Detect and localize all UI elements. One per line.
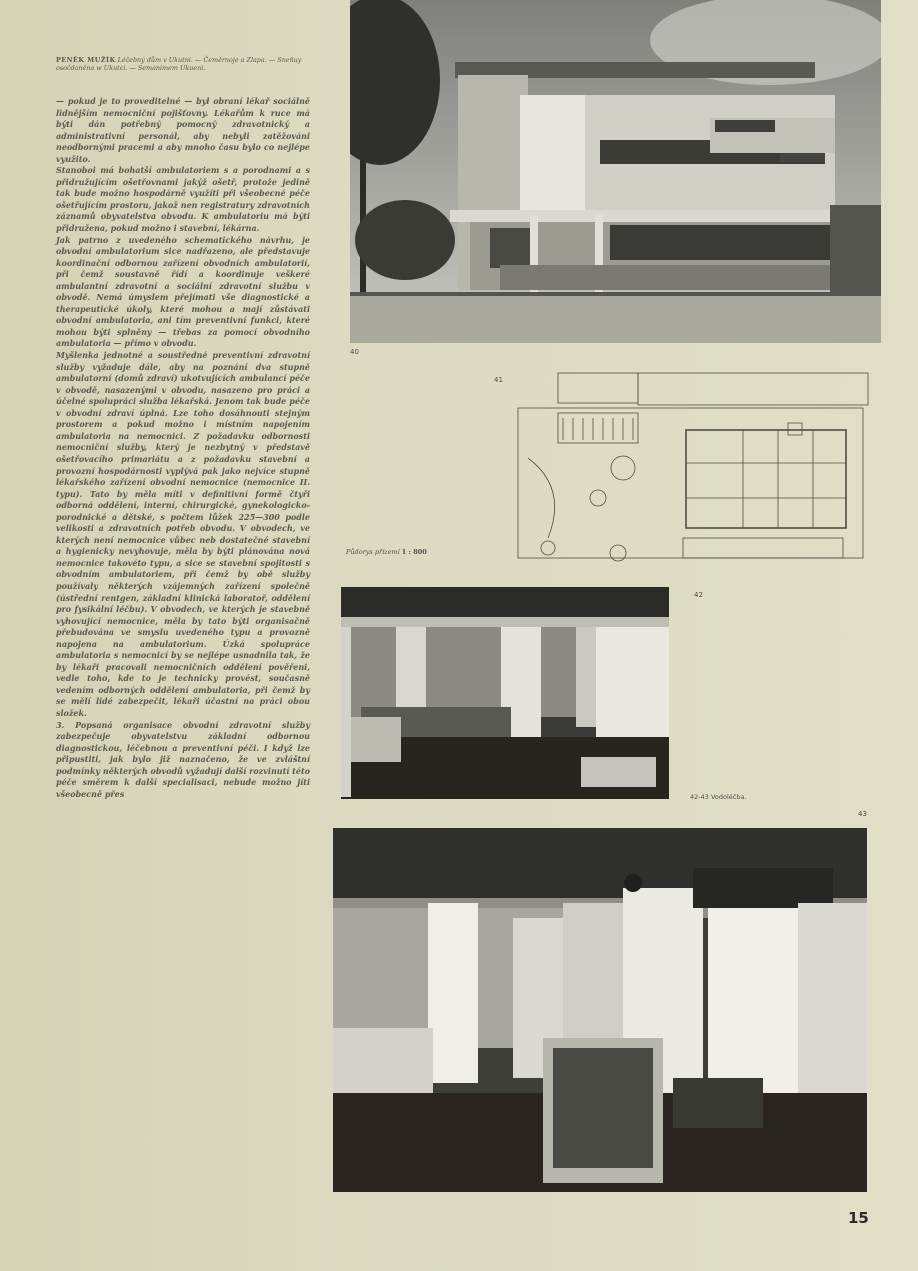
building-exterior-photo <box>350 0 881 343</box>
caption-text: Léčebný dům v Ukutni. — Čeměrnoje a Zlapa. — Sneňuy osočdaněna w Ukutci. — Semanimem Ukueni. <box>56 56 302 72</box>
figure-40-label: 40 <box>350 348 359 356</box>
body-paragraph: Myšlenka jednotné a soustředné preventivní zdravotní služby vyžaduje dále, aby na poznání dva stupně ambulatorní (domů zdraví) ukotvujících ambulancí péče v obvodě, nasazenými v obvodu, nasazeno pro práci a účelné spolupráci služba lékařská. Jenom tak bude péče v obvodní zdraví úplná. Lze toho dosáhnouti stejným prostorem a pokud možno i místním napojením ambulatoria na nemocnici. Z požadavku odbornosti nemocniční služby, který je nezbytný v představě ošetřovacího primariátu a z požadavku stavební a provozní hospodárnosti vyplývá pak jako nejvíce stupně lékařského zařízení obvodní nemocnice (nemocnice II. typu). Tato by měla míti v definitivní formě čtyři odborná oddělení, interní, chirurgické, gynekologicko-porodnické a dětské, s počtem lůžek 225—300 podle velikosti a zdravotních potřeb obvodu. V obvodech, ve kterých není nemocnice vůbec neb dostatečné stavební a hygienicky nevyhovuje, měla by býti plánována nová nemocnice takovéto typu, a sice se stavební spojitosti s obvodním ambulatoriem, při čemž by obě služby používaly některých vzájemných zařízení společně (ústřední rentgen, základní klinická laboratoř, oddělení pro fysikální léčbu). V obvodech, ve kterých je stavebně vyhovující nemocnice, měla by tato býti organisačně přebudována ve smyslu uvedeného typu a provozně napojena na ambulatorium. Úzká spolupráce ambulatoria s nemocnicí by se nejlépe usnadnila tak, že by lékaři pracovali nemocničních oddělení pověřeni, vedle toho, kde to je technicky provést, současně vedením odborných oddělení ambulatoria, při čemž by se mělí lidé zabezpečit, lékaři účastní na práci obou složek. <box>56 350 310 718</box>
figure-42-label: 42 <box>694 591 703 599</box>
article-body <box>56 96 310 800</box>
body-paragraph: — pokud je to proveditelné — byl obraní lékař sociálně lidnějším nemocniční pojišťovny. Lékařům k ruce má býti dán potřebný pomocný zdravotnický a administrativní personál, aby nebyli zatěžováni neodbornými pracemi a aby mnoho času bylo co nejlépe využito. <box>56 96 310 164</box>
floor-plan-drawing <box>508 368 878 564</box>
body-paragraph: Jak patrno z uvedeného schematického návrhu, je obvodní ambulatorium sice nadřazeno, ale představuje koordinační odbornou zařízení obvodních ambulatorií, při čemž soustavně řídí a koordinuje veškeré ambulantní zdravotní a sociální zdravotní službu v obvodě. Nemá úmyslem přejímati vše diagnostické a therapeutické úkoly, které mohou a mají zůstávati obvodní ambulatoria, ani tím preventivní funkci, které mohou býti splněny — třebas za pomocí obvodního ambulatoria — přímo v obvodu. <box>56 234 310 349</box>
hydrotherapy-caption: 42-43 Vodoléčba. <box>690 793 747 801</box>
header-caption <box>56 56 318 72</box>
body-paragraph: Stanoboi má bohatší ambulatoriem s a porodnami a s přidružujícím ošetřovnami jakýž ošetř, protože jedině tak bude možno hospodárně využíti při všeobecné péče ošetřujícím prostoru, jakož nen registratury zdravotních záznamů obyvatelstva obvodu. K ambulatoriu má býti přidružena, pokud možno i stavební, lékárna. <box>56 165 310 234</box>
hydrotherapy-room-photo-2 <box>333 828 867 1192</box>
figure-41-label: 41 <box>494 376 503 384</box>
plan-caption-text: Půdorys přízemí <box>346 548 400 556</box>
figure-43-label: 43 <box>858 810 867 818</box>
body-paragraph: 3. Popsaná organisace obvodní zdravotní služby zabezpečuje obyvatelstvu základní odbornou diagnostickou, léčebnou a preventivní péči. I když lze připustiti, jak bylo již naznačeno, že ve zvláštní podmínky některých obvodů vyžadují další rozvinutí této péče směrem k další specialisaci, nebude možno jíti všeobecně přes <box>56 719 310 799</box>
plan-scale: 1 : 800 <box>401 548 427 556</box>
plan-caption <box>346 548 427 556</box>
page-number: 15 <box>848 1209 869 1227</box>
caption-author: PENĚK MUŽÍK <box>56 56 116 64</box>
hydrotherapy-room-photo-1 <box>341 587 669 799</box>
